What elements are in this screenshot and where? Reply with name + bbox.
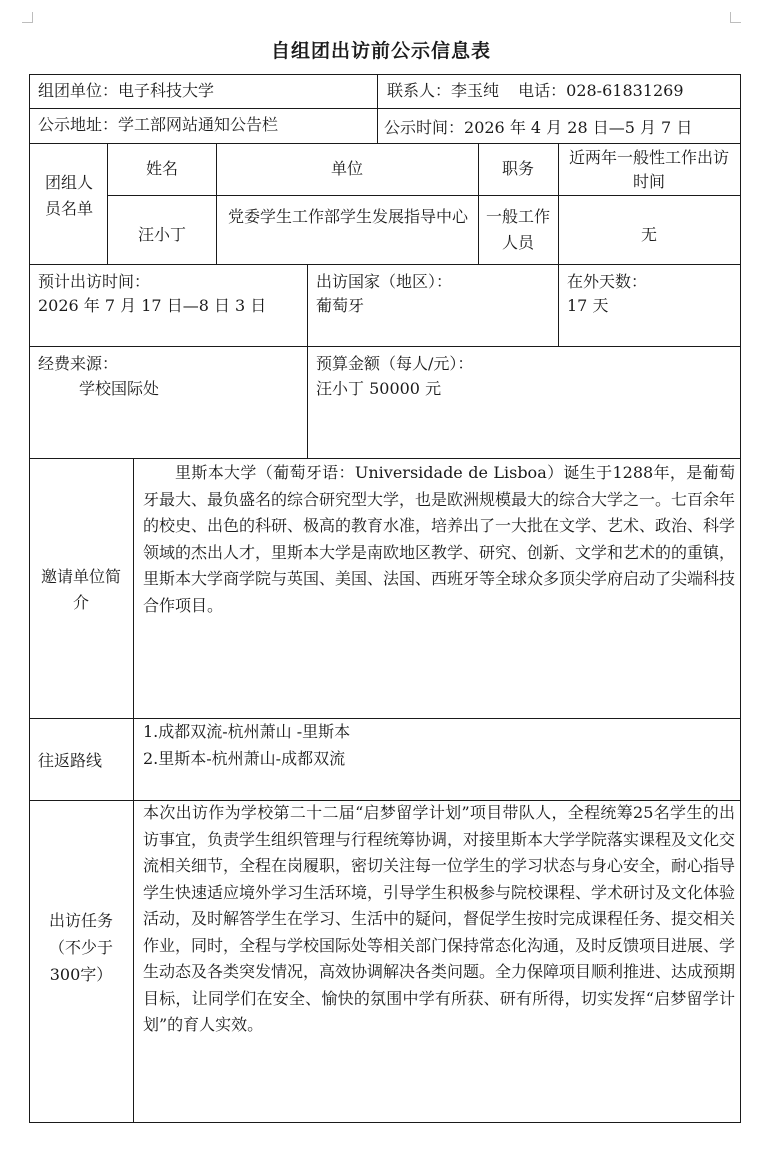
notice-time-label: 公示时间： bbox=[384, 118, 465, 137]
member-history: 无 bbox=[640, 225, 657, 244]
document-title: 自组团出访前公示信息表 bbox=[270, 40, 491, 62]
notice-time-field bbox=[384, 116, 692, 140]
member-unit: 党委学生工作部学生发展指导中心 bbox=[227, 207, 468, 226]
crop-mark-top-right bbox=[730, 12, 741, 23]
funding-label: 经费来源： bbox=[38, 354, 119, 373]
crop-mark-top-left bbox=[22, 12, 33, 23]
route-line-2: 2.里斯本-杭州萧山-成都双流 bbox=[143, 749, 346, 768]
contact-field bbox=[387, 79, 684, 103]
org-label: 组团单位： bbox=[38, 81, 119, 100]
travel-time-label: 预计出访时间： bbox=[38, 272, 151, 291]
task-label: 出访任务（不少于300字） bbox=[48, 911, 113, 984]
header-history: 近两年一般性工作出访时间 bbox=[568, 148, 729, 191]
notice-address-label: 公示地址： bbox=[38, 115, 119, 134]
org-value: 电子科技大学 bbox=[118, 81, 215, 100]
header-position: 职务 bbox=[501, 159, 534, 178]
funding-value: 学校国际处 bbox=[79, 379, 160, 398]
country-label: 出访国家（地区）： bbox=[316, 272, 453, 291]
contact-label: 联系人： bbox=[387, 81, 452, 100]
notice-address-value: 学工部网站通知公告栏 bbox=[118, 115, 279, 134]
phone-label: 电话： bbox=[518, 81, 567, 100]
notice-address-field bbox=[38, 113, 278, 137]
country-value: 葡萄牙 bbox=[316, 296, 365, 315]
budget-value: 汪小丁 50000 元 bbox=[316, 379, 442, 398]
task-text: 本次出访作为学校第二十二届“启梦留学计划”项目带队人，全程统筹25名学生的出访事宜，负责学生组织管理与行程统筹协调，对接里斯本大学学院落实课程及文化交流相关细节，全程在岗履职，密切关注每一位学生的学习状态与身心安全，耐心指导学生快速适应境外学习生活环境，引导学生积极参与院校课程、学术研讨及文化体验活动，及时解答学生在学习、生活中的疑问，督促学生按时完成课程任务、提交相关作业，同时，全程与学校国际处等相关部门保持常态化沟通，及时反馈项目进展、学生动态及各类突发情况，高效协调解决各类问题。全力保障项目顺利推进、达成预期目标，让同学们在安全、愉快的氛围中学有所获、研有所得，切实发挥“启梦留学计划”的育人实效。 bbox=[143, 803, 736, 1034]
member-position: 一般工作人员 bbox=[485, 207, 550, 252]
header-unit: 单位 bbox=[330, 159, 363, 178]
travel-time-value: 2026 年 7 月 17 日—8 日 3 日 bbox=[38, 296, 267, 315]
notice-time-value: 2026 年 4 月 28 日—5 月 7 日 bbox=[464, 118, 693, 137]
group-members-label: 团组人员名单 bbox=[44, 173, 93, 218]
inviter-label: 邀请单位简介 bbox=[40, 567, 121, 612]
days-value: 17 天 bbox=[567, 296, 609, 315]
route-label: 往返路线 bbox=[38, 751, 103, 770]
contact-name: 李玉纯 bbox=[451, 81, 500, 100]
member-name: 汪小丁 bbox=[137, 225, 186, 244]
header-name: 姓名 bbox=[145, 159, 178, 178]
days-label: 在外天数： bbox=[567, 272, 648, 291]
org-field bbox=[38, 79, 214, 103]
phone-value: 028-61831269 bbox=[566, 81, 684, 100]
route-line-1: 1.成都双流-杭州萧山 -里斯本 bbox=[143, 722, 351, 741]
inviter-text: 里斯本大学（葡萄牙语：Universidade de Lisboa）诞生于1288年，是葡萄牙最大、最负盛名的综合研究型大学，也是欧洲规模最大的综合大学之一。七百余年的校史、出色的科研、极高的教育水准，培养出了一大批在文学、艺术、政治、科学领域的杰出人才，里斯本大学是南欧地区教学、研究、创新、文学和艺术的的重镇，里斯本大学商学院与英国、美国、法国、西班牙等全球众多顶尖学府启动了尖端科技合作项目。 bbox=[143, 463, 736, 615]
budget-label: 预算金额（每人/元）： bbox=[316, 354, 474, 373]
